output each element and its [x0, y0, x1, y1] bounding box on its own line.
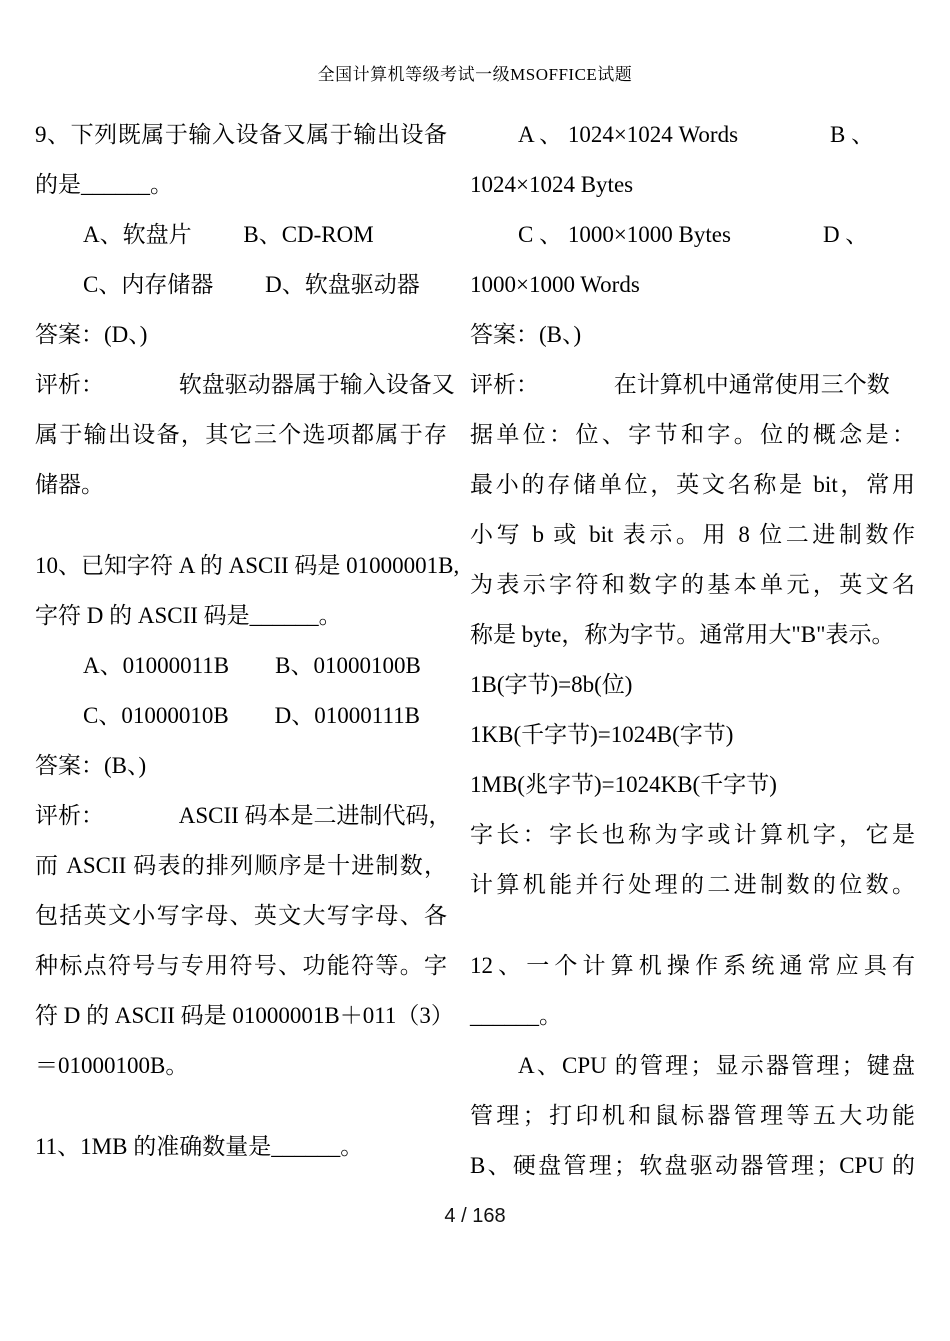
analysis-line: 而 ASCII 码表的排列顺序是十进制数， — [35, 853, 447, 878]
analysis-line: ＝01000100B。 — [35, 1053, 189, 1078]
answer-line: 答案：(B、) — [35, 753, 147, 778]
blank-line — [35, 510, 447, 541]
formula-line: 1KB(千字节)=1024B(字节) — [470, 722, 734, 747]
answer-line: 答案：(B、) — [470, 322, 582, 347]
formula-line: 1MB(兆字节)=1024KB(千字节) — [470, 772, 777, 797]
options-ab-line: A、软盘片 B、CD-ROM — [83, 222, 374, 247]
analysis-line: 最小的存储单位，英文名称是 bit，常用 — [470, 472, 915, 497]
analysis-line: 评析： ASCII 码本是二进制代码， — [35, 803, 452, 828]
options-ab-line: A、01000011B B、01000100B — [83, 653, 421, 678]
question-12-line: ______。 — [470, 1003, 562, 1028]
left-column — [35, 110, 460, 1191]
blank-line — [35, 1091, 447, 1122]
analysis-line: 称是 byte，称为字节。通常用大"B"表示。 — [470, 622, 895, 647]
analysis-line: 属于输出设备，其它三个选项都属于存 — [35, 422, 447, 447]
options-cd-line: C、01000010B D、01000111B — [83, 703, 420, 728]
options-cd-line: C、内存储器 D、软盘驱动器 — [83, 272, 420, 297]
analysis-line: 储器。 — [35, 472, 104, 497]
right-column — [470, 110, 915, 1191]
question-10-line: 10、已知字符 A 的 ASCII 码是 01000001B, — [35, 553, 460, 578]
page-number: 4 / 168 — [444, 1205, 506, 1227]
question-9-line: 的是______。 — [35, 172, 173, 197]
options-ab-line: A 、 1024×1024 Words B 、 — [518, 122, 875, 147]
analysis-line: 字长：字长也称为字或计算机字，它是 — [470, 822, 915, 847]
formula-line: 1B(字节)=8b(位) — [470, 672, 633, 697]
analysis-line: 评析： 软盘驱动器属于输入设备又 — [35, 372, 455, 397]
analysis-line: 种标点符号与专用符号、功能符等。字 — [35, 953, 447, 978]
question-9-line: 9、下列既属于输入设备又属于输出设备 — [35, 122, 447, 147]
analysis-line: 为表示字符和数字的基本单元，英文名 — [470, 572, 915, 597]
analysis-line: 据单位：位、字节和字。位的概念是： — [470, 422, 915, 447]
option-b-wrap-line: 1024×1024 Bytes — [470, 172, 634, 197]
analysis-line: 评析： 在计算机中通常使用三个数 — [470, 372, 890, 397]
content-columns — [0, 110, 950, 1191]
document-title: 全国计算机等级考试一级MSOFFICE试题 — [317, 65, 633, 84]
answer-line: 答案：(D、) — [35, 322, 148, 347]
blank-line — [470, 910, 915, 941]
analysis-line: 小写 b 或 bit 表示。用 8 位二进制数作 — [470, 522, 915, 547]
option-a-wrap-line: 管理；打印机和鼠标器管理等五大功能 — [470, 1103, 915, 1128]
analysis-line: 包括英文小写字母、英文大写字母、各 — [35, 903, 447, 928]
question-11-line: 11、1MB 的准确数量是______。 — [35, 1134, 364, 1159]
analysis-line: 符 D 的 ASCII 码是 01000001B＋011（3） — [35, 1003, 454, 1028]
options-cd-line: C 、 1000×1000 Bytes D 、 — [518, 222, 869, 247]
option-d-wrap-line: 1000×1000 Words — [470, 272, 640, 297]
analysis-line: 计算机能并行处理的二进制数的位数。 — [470, 872, 915, 897]
option-a-line: A、CPU 的管理；显示器管理；键盘 — [518, 1053, 915, 1078]
question-10-line: 字符 D 的 ASCII 码是______。 — [35, 603, 342, 628]
question-12-line: 12、一个计算机操作系统通常应具有 — [470, 953, 915, 978]
option-b-line: B、硬盘管理；软盘驱动器管理；CPU 的 — [470, 1153, 915, 1178]
